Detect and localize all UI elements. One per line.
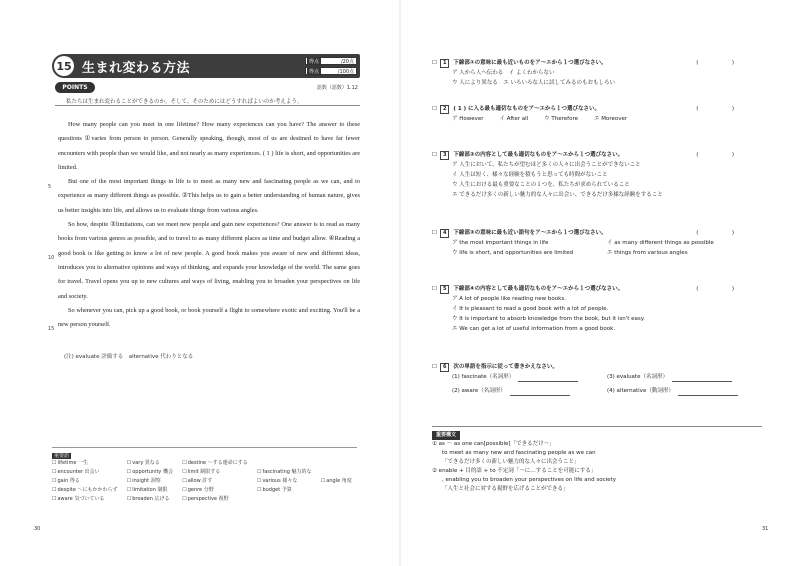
lesson-number: 15 bbox=[54, 56, 74, 76]
question-prompt: ( 1 ) に入る最も適切なものをア〜エから１つ選びなさい。 bbox=[453, 106, 601, 112]
question-number: 4 bbox=[440, 229, 449, 238]
score-value-1: /20点 bbox=[340, 59, 354, 65]
grammar-line: ② enable + 目的語 + to 不定詞「〜に…することを可能にする」 bbox=[432, 468, 597, 474]
question-3-head bbox=[432, 150, 762, 160]
line-mark-10: 10 bbox=[48, 255, 55, 261]
vocab-item[interactable]: ☐ angle 角度 bbox=[321, 477, 357, 484]
vocab-transform-grid bbox=[452, 372, 762, 396]
grammar-line: 「人生と社会に対する視野を広げることができる」 bbox=[442, 486, 569, 492]
word-count: 語数（語数）1.12 bbox=[316, 85, 358, 91]
question-6-head bbox=[432, 362, 762, 372]
vocab-item bbox=[257, 495, 317, 502]
vocab-item bbox=[321, 495, 357, 502]
checkbox-icon[interactable]: ☐ bbox=[432, 230, 437, 236]
question-number: 3 bbox=[440, 151, 449, 160]
score-label-1: 得点 bbox=[309, 59, 320, 65]
vocab-item[interactable]: ☐ lifetime 一生 bbox=[52, 459, 123, 466]
answer-blank[interactable] bbox=[672, 381, 732, 382]
checkbox-icon[interactable]: ☐ bbox=[432, 106, 437, 112]
vocab-item[interactable]: ☐ allow 許す bbox=[182, 477, 253, 484]
vocab-item bbox=[321, 468, 357, 475]
question-prompt: 下線部①の意味に最も近いものをア〜エから１つ選びなさい。 bbox=[453, 60, 607, 66]
question-number: 1 bbox=[440, 59, 449, 68]
question-number: 6 bbox=[440, 363, 449, 372]
passage-paragraph-2: But one of the most important things in life is to meet as many new and fascinating people as we can, and to experience as many different things as possible. ②This helps us to gain a better understanding of human nature, gives us better insights into life, and allows us to evaluate things from various angles. bbox=[58, 178, 360, 214]
vocab-item[interactable]: ☐ destine 〜する運命にする bbox=[182, 459, 253, 466]
vocab-item[interactable]: ☐ encounter 出会い bbox=[52, 468, 123, 475]
vocab-item[interactable]: ☐ fascinating 魅力的な bbox=[257, 468, 317, 475]
score-box-1 bbox=[305, 57, 357, 65]
checkbox-icon[interactable]: ☐ bbox=[432, 286, 437, 292]
score-box-2 bbox=[305, 67, 357, 75]
question-2-head bbox=[432, 104, 762, 114]
vocab-grid bbox=[52, 459, 357, 502]
option-a: ア the most important things in life bbox=[452, 240, 549, 246]
vocab-item bbox=[321, 459, 357, 466]
answer-paren[interactable]: ( ) bbox=[696, 286, 748, 292]
vocab-prompt: (3) evaluate（名詞形） bbox=[607, 374, 668, 380]
score-label-2: 得点 bbox=[309, 69, 320, 75]
vocab-item[interactable]: ☐ budget 予算 bbox=[257, 486, 317, 493]
vocab-item[interactable]: ☐ opportunity 機会 bbox=[127, 468, 178, 475]
option-b: イ After all bbox=[499, 116, 529, 122]
option-line: イ 人生は短く、様々な経験を積もうと思っても時間がないこと bbox=[452, 172, 608, 178]
option-b: イ as many different things as possible bbox=[607, 240, 714, 246]
header-rule bbox=[55, 105, 360, 106]
grammar-line: ① as 〜 as one can[possible]「できるだけ〜」 bbox=[432, 441, 555, 447]
question-number: 2 bbox=[440, 105, 449, 114]
question-5-head bbox=[432, 284, 762, 294]
option-d: エ Moreover bbox=[594, 116, 628, 122]
lesson-title: 生まれ変わる方法 bbox=[82, 61, 191, 76]
option-line: エ We can get a lot of useful information from a good book. bbox=[452, 326, 616, 332]
vocab-item[interactable]: ☐ genre 分野 bbox=[182, 486, 253, 493]
question-4-head bbox=[432, 228, 762, 238]
grammar-line: 「できるだけ多くの新しい魅力的な人々に出会うこと」 bbox=[442, 459, 580, 465]
answer-paren[interactable]: ( ) bbox=[696, 60, 748, 66]
passage-paragraph-1: How many people can you meet in one lifetime? How many experiences can you have? The answer to these questions ①varies from person to person. Generally speaking, though, most of us are destined to have far fewer encounters with people than we would like, and not nearly as many experiences. ( 1 ) life is short, and opportunities are limited. bbox=[58, 121, 360, 171]
question-number: 5 bbox=[440, 285, 449, 294]
score-value-2: /100点 bbox=[337, 69, 354, 75]
vocab-item[interactable]: ☐ insight 洞察 bbox=[127, 477, 178, 484]
vocab-item[interactable]: ☐ various 様々な bbox=[257, 477, 317, 484]
answer-blank[interactable] bbox=[510, 395, 570, 396]
vocab-item[interactable]: ☐ limit 制限する bbox=[182, 468, 253, 475]
answer-paren[interactable]: ( ) bbox=[696, 106, 748, 112]
vocab-item[interactable]: ☐ aware 気づいている bbox=[52, 495, 123, 502]
option-row bbox=[452, 238, 762, 248]
question-prompt: 下線部③の意味に最も近い語句をア〜エから１つ選びなさい。 bbox=[453, 230, 607, 236]
question-5 bbox=[432, 284, 762, 334]
answer-blank[interactable] bbox=[678, 395, 738, 396]
question-prompt: 下線部②の内容として最も適切なものをア〜エから１つ選びなさい。 bbox=[453, 152, 624, 158]
option-line: ウ 人により異なる エ いろいろな人に試してみるのもおもしろい bbox=[452, 80, 615, 86]
answer-paren[interactable]: ( ) bbox=[696, 230, 748, 236]
vocab-cell bbox=[607, 372, 762, 382]
vocab-item[interactable]: ☐ limitation 制限 bbox=[127, 486, 178, 493]
vocab-item[interactable]: ☐ vary 異なる bbox=[127, 459, 178, 466]
passage-notes: (注) evaluate 評価する alternative 代わりとなる bbox=[64, 354, 194, 360]
vocab-item[interactable]: ☐ perspective 視野 bbox=[182, 495, 253, 502]
option-c: ウ life is short, and opportunities are limited bbox=[452, 250, 574, 256]
vocab-box bbox=[52, 447, 357, 501]
passage-paragraph-4: So whenever you can, pick up a good book, or book yourself a flight to somewhere exotic and exciting. You'll be a new person yourself. bbox=[58, 306, 360, 329]
option-line: ア A lot of people like reading new books. bbox=[452, 296, 566, 302]
grammar-line: , enabling you to broaden your perspectives on life and society bbox=[442, 477, 616, 483]
question-1-head bbox=[432, 58, 762, 68]
lesson-title-bar bbox=[52, 54, 360, 78]
vocab-item[interactable]: ☐ gain 得る bbox=[52, 477, 123, 484]
option-a: ア However bbox=[452, 116, 484, 122]
option-line: ア 人生において、私たちが望むほど多くの人々に出会うことができないこと bbox=[452, 162, 641, 168]
vocab-prompt: (4) alternative（動詞形） bbox=[607, 388, 674, 394]
question-2 bbox=[432, 104, 762, 124]
question-3 bbox=[432, 150, 762, 200]
vocab-item[interactable]: ☐ broaden 広げる bbox=[127, 495, 178, 502]
option-line: ウ 人生における最も重要なことの１つを、私たちが求められていること bbox=[452, 182, 630, 188]
question-prompt: 次の単語を指示に従って書きかえなさい。 bbox=[453, 364, 558, 370]
reading-passage bbox=[58, 118, 360, 332]
checkbox-icon[interactable]: ☐ bbox=[432, 152, 437, 158]
grammar-line: to meet as many new and fascinating people as we can bbox=[442, 450, 596, 456]
question-1 bbox=[432, 58, 762, 88]
vocab-header: 重要語 bbox=[54, 453, 70, 459]
line-mark-15: 15 bbox=[48, 326, 55, 332]
vocab-cell bbox=[452, 386, 607, 396]
page-number-right: 31 bbox=[762, 526, 769, 532]
vocab-item bbox=[321, 486, 357, 493]
option-line: ウ It is important to absorb knowledge from the book, but it isn't easy. bbox=[452, 316, 645, 322]
question-prompt: 下線部④の内容として最も適切なものをア〜エから１つ選びなさい。 bbox=[453, 286, 624, 292]
vocab-cell bbox=[452, 372, 607, 382]
question-4 bbox=[432, 228, 762, 258]
grammar-box bbox=[432, 426, 762, 494]
points-badge: POINTS bbox=[55, 82, 95, 93]
option-d: エ things from various angles bbox=[607, 250, 688, 256]
points-text: 私たちは生まれ変わることができるのか。そして、そのためにはどうすればよいのか考えよう。 bbox=[66, 99, 303, 105]
vocab-prompt: (1) fascinate（名詞形） bbox=[452, 374, 515, 380]
page-number-left: 30 bbox=[34, 526, 41, 532]
question-6 bbox=[432, 362, 762, 396]
option-line: エ できるだけ多くの新しい魅力的な人々に出会い、できるだけ多様な経験をすること bbox=[452, 192, 663, 198]
checkbox-icon[interactable]: ☐ bbox=[432, 364, 437, 370]
option-line: イ It is pleasant to read a good book with a lot of people. bbox=[452, 306, 609, 312]
vocab-prompt: (2) aware（名詞形） bbox=[452, 388, 506, 394]
answer-paren[interactable]: ( ) bbox=[696, 152, 748, 158]
option-row bbox=[452, 248, 762, 258]
vocab-item[interactable]: ☐ despite 〜にもかかわらず bbox=[52, 486, 123, 493]
vocab-item bbox=[257, 459, 317, 466]
checkbox-icon[interactable]: ☐ bbox=[432, 60, 437, 66]
option-c: ウ Therefore bbox=[544, 116, 578, 122]
points-row bbox=[55, 82, 360, 94]
answer-blank[interactable] bbox=[518, 381, 578, 382]
passage-paragraph-3: So how, despite ③limitations, can we meet new people and gain new experiences? One answer is to read as many books from various genres as possible, and to travel to as many different places as time and budget allow. ④Reading a good book is like getting to know a lot of new people. A good book makes you aware of new and different ideas, introduces you to alternative opinions and ways of thinking, and expands your knowledge of the world. The same goes for travel. Travel opens you up to new cultures and ways of living, enabling you to broaden your perspectives on life and society. bbox=[58, 221, 360, 300]
vocab-cell bbox=[607, 386, 762, 396]
option-line: ア 人から人へ伝わる イ よくわからない bbox=[452, 70, 555, 76]
line-mark-5: 5 bbox=[48, 184, 52, 190]
grammar-badge: 重要構文 bbox=[432, 431, 460, 440]
option-row bbox=[452, 114, 762, 124]
